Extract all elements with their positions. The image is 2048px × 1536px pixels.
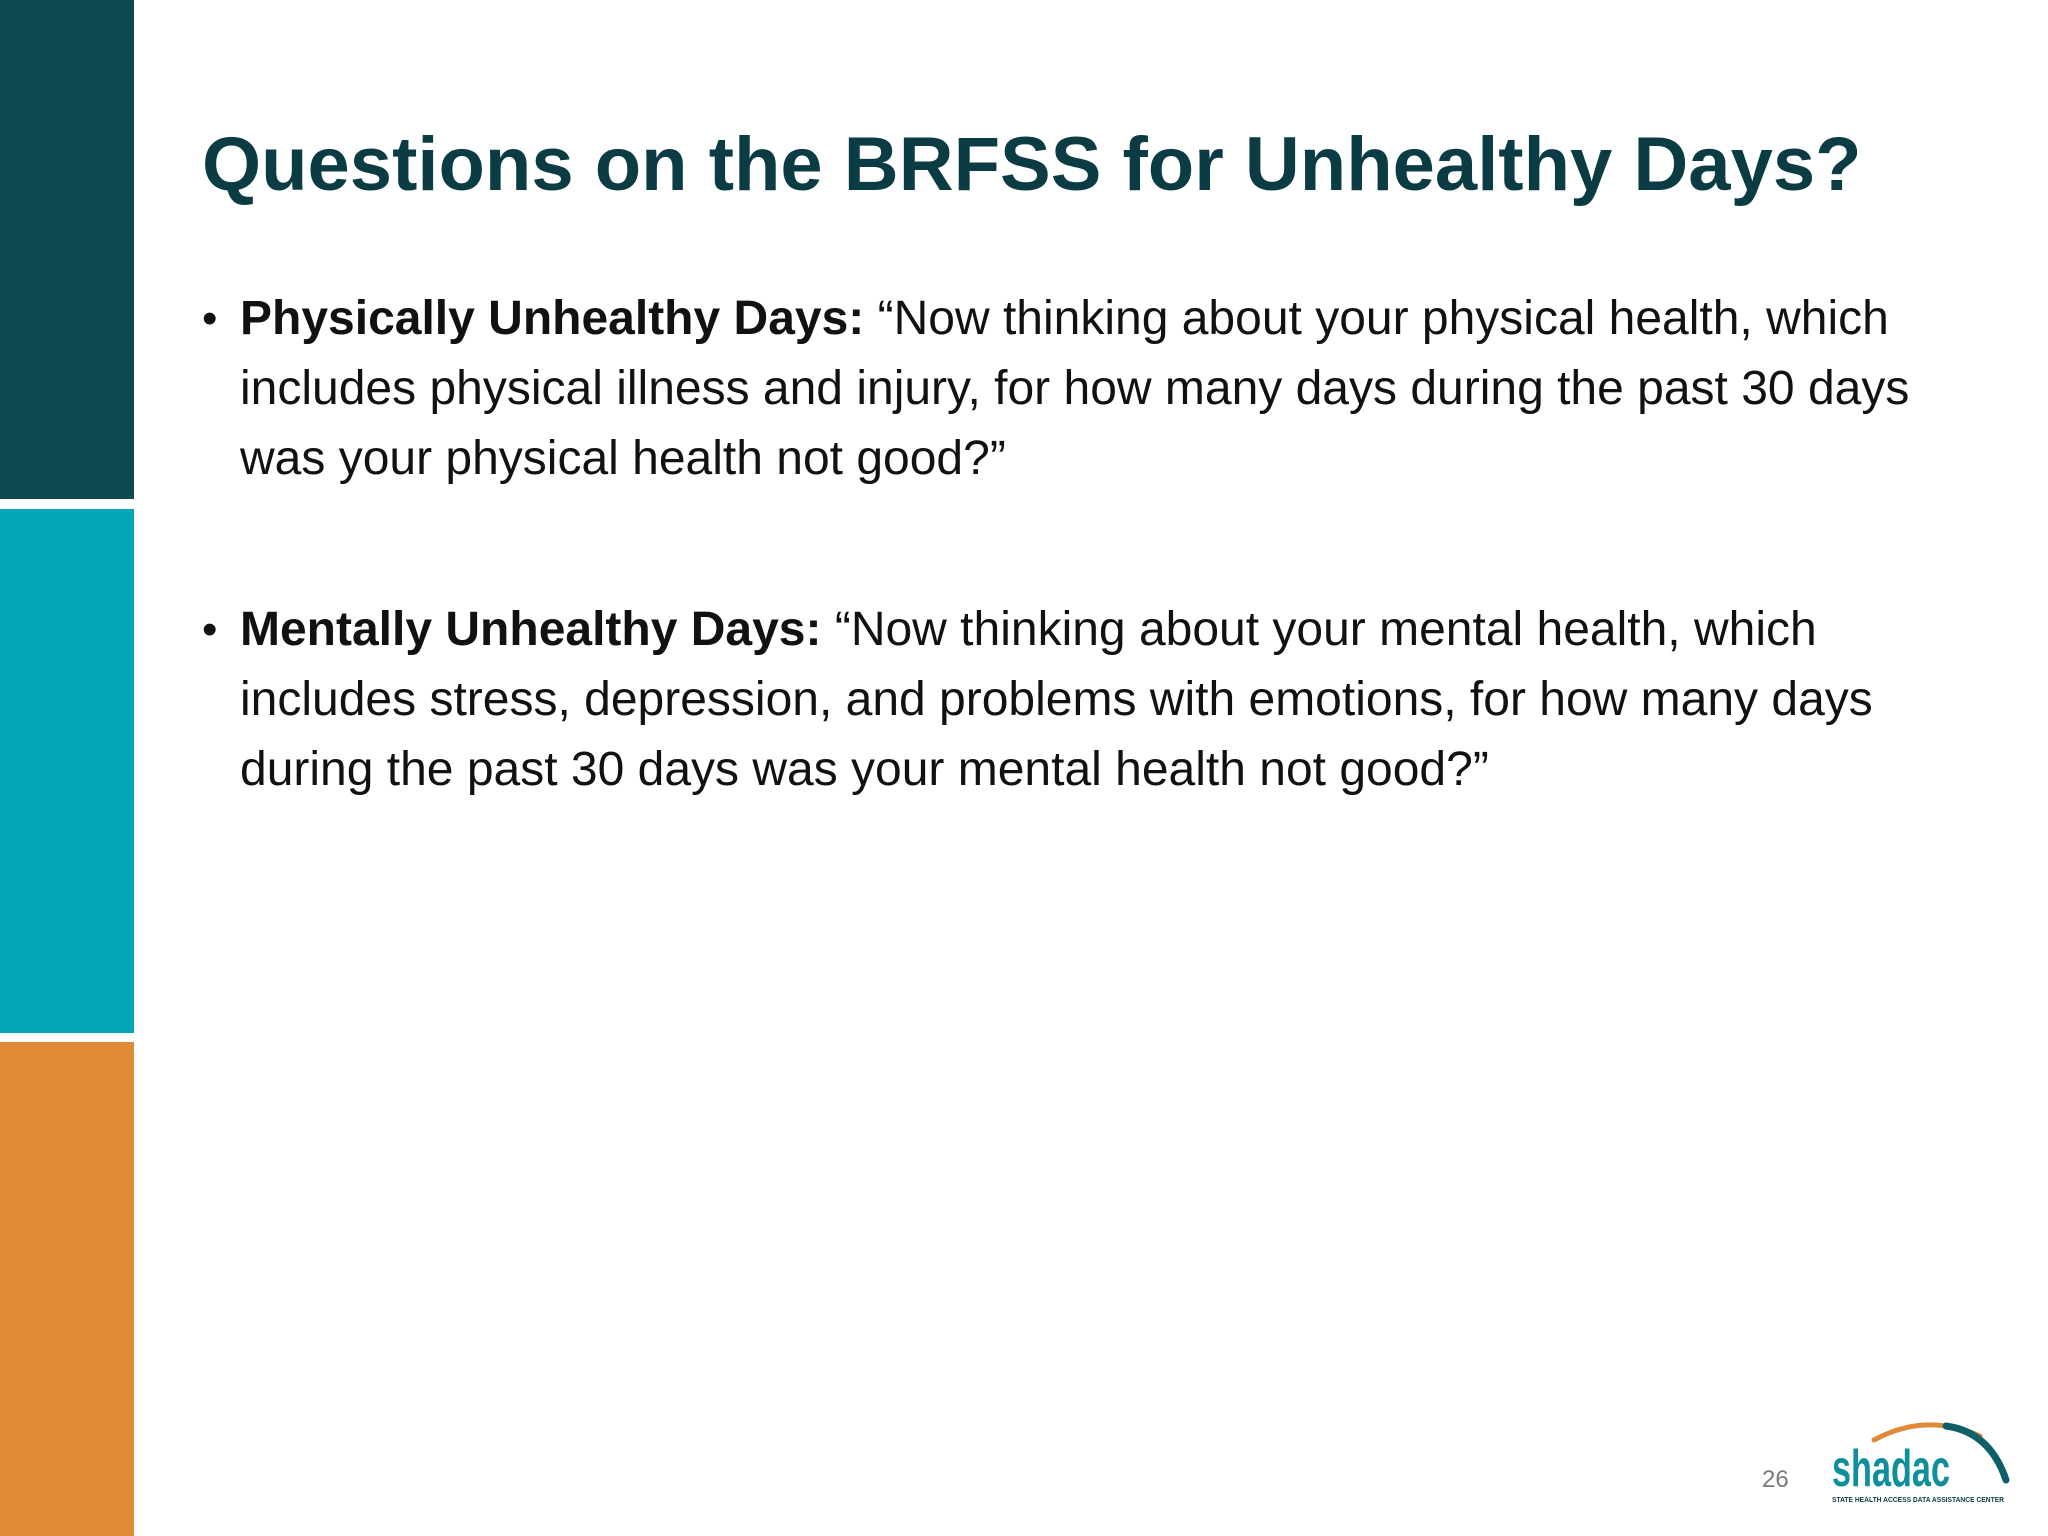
- bullet-text: “Now thinking about your mental health, which includes stress, depression, and problems with emotions, for how many days during the past 30 days was your mental health not good?”: [240, 603, 1873, 796]
- page-number: 26: [1762, 1466, 1789, 1493]
- sidebar-orange-block: [0, 1042, 134, 1536]
- shadac-logo: [1830, 1418, 2010, 1510]
- bullet-list: [202, 284, 1982, 805]
- logo-tagline: STATE HEALTH ACCESS DATA ASSISTANCE CENTER: [1832, 1497, 2004, 1504]
- bullet-term: Physically Unhealthy Days:: [240, 292, 865, 345]
- slide-title: Questions on the BRFSS for Unhealthy Days?: [202, 122, 1862, 207]
- bullet-text: “Now thinking about your physical health, which includes physical illness and injury, for how many days during the past 30 days was your physical health not good?”: [240, 292, 1910, 485]
- logo-teal-arc: [1946, 1426, 2006, 1480]
- sidebar-teal-block: [0, 509, 134, 1033]
- bullet-glyph: •: [202, 294, 218, 343]
- logo-wordmark: shadac: [1832, 1440, 1950, 1498]
- sidebar-dark-block: [0, 0, 134, 499]
- bullet-term: Mentally Unhealthy Days:: [240, 603, 822, 656]
- bullet-physically-unhealthy-days: [202, 284, 1982, 494]
- bullet-mentally-unhealthy-days: [202, 595, 1982, 805]
- bullet-glyph: •: [202, 605, 218, 654]
